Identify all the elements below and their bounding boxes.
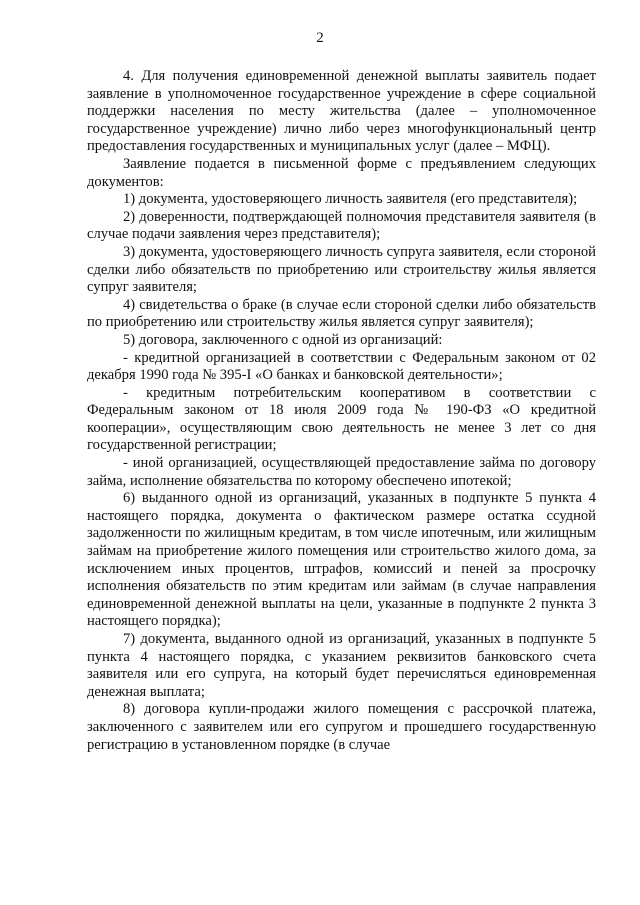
sublist-item-other-organization: - иной организацией, осуществляющей предоставление займа по договору займа, исполнение обязательства по которому обеспечено ипотекой; — [87, 455, 596, 489]
list-item-7-bank-account-document: 7) документа, выданного одной из организаций, указанных в подпункте 5 пункта 4 настоящего порядка, с указанием реквизитов банковского счета заявителя или его супруга, на который будет перечисляться единовременная денежная выплата; — [87, 631, 596, 700]
list-item-2-power-of-attorney: 2) доверенности, подтверждающей полномочия представителя заявителя (в случае подачи заявления через представителя); — [87, 208, 596, 243]
list-item-3-spouse-identity: 3) документа, удостоверяющего личность супруга заявителя, если стороной сделки либо обязательств по приобретению или строительству жилья является супруг заявителя; — [87, 243, 596, 296]
document-body — [87, 68, 596, 754]
paragraph-documents-intro: Заявление подается в письменной форме с предъявлением следующих документов: — [87, 155, 596, 190]
sublist-item-credit-organization: - кредитной организацией в соответствии с Федеральным законом от 02 декабря 1990 года № 395-I «О банках и банковской деятельности»; — [87, 349, 596, 384]
list-item-8-purchase-agreement: 8) договора купли-продажи жилого помещения с рассрочкой платежа, заключенного с заявителем или его супругом и прошедшего государственную регистрацию в установленном порядке (в случае — [87, 701, 596, 753]
list-item-6-debt-balance-document: 6) выданного одной из организаций, указанных в подпункте 5 пункта 4 настоящего порядка, документа о фактическом размере остатка ссудной задолженности по жилищным кредитам, в том числе ипотечным, или жилищным займам на приобретение жилого помещения или строительство жилого дома, за исключением иных процентов, штрафов, комиссий и пеней за просрочку исполнения обязательств по этим кредитам или займам (в случае направления единовременной денежной выплаты на цели, указанные в подпункте 2 пункта 3 настоящего порядка); — [87, 490, 596, 630]
page-number: 2 — [316, 30, 324, 46]
list-item-1-identity-document: 1) документа, удостоверяющего личность заявителя (его представителя); — [123, 191, 578, 208]
paragraph-item-4-application: 4. Для получения единовременной денежной выплаты заявитель подает заявление в уполномоченное государственное учреждение в сфере социальной поддержки населения по месту жительства (далее – уполномоченное государственное учреждение) лично либо через многофункциональный центр предоставления государственных и муниципальных услуг (далее – МФЦ). — [87, 68, 596, 155]
sublist-item-consumer-cooperative: - кредитным потребительским кооперативом в соответствии с Федеральным законом от 18 июля 2009 года № 190-ФЗ «О кредитной кооперации», осуществляющим свою деятельность не менее 3 лет со дня государственной регистрации; — [87, 384, 596, 454]
list-item-4-marriage-certificate: 4) свидетельства о браке (в случае если стороной сделки либо обязательств по приобретению или строительству жилья является супруг заявителя); — [87, 296, 596, 331]
list-item-5-contract: 5) договора, заключенного с одной из организаций: — [123, 331, 443, 348]
